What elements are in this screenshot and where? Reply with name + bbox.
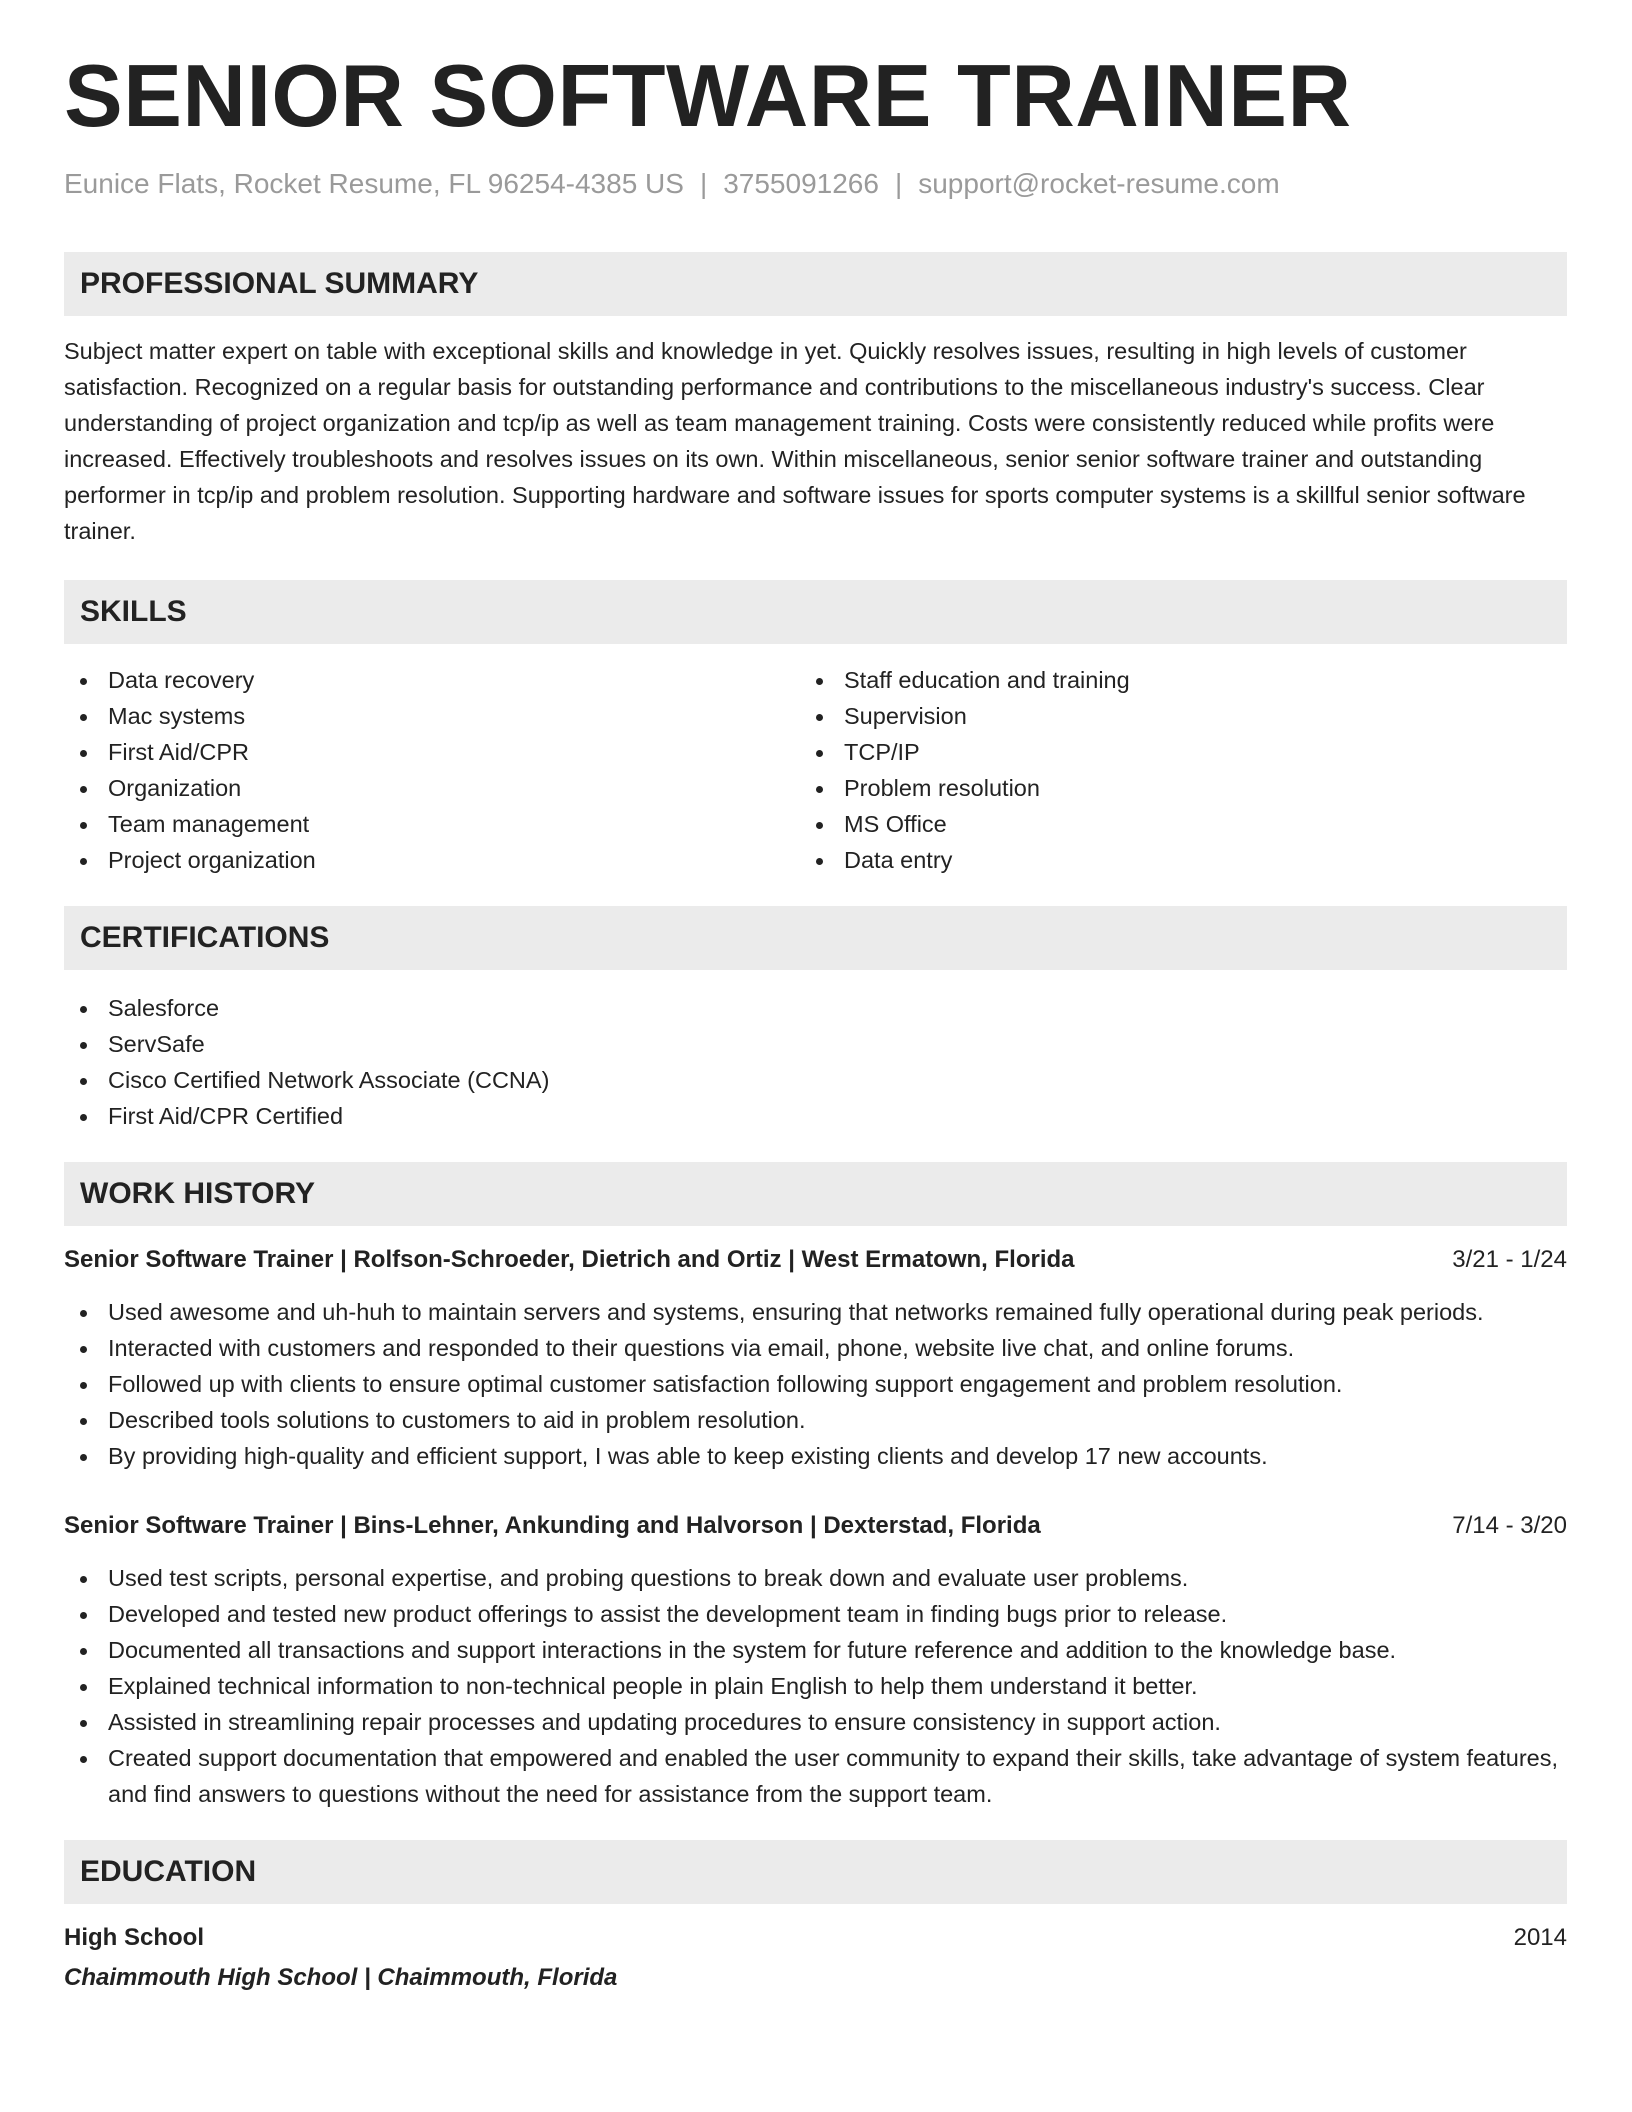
certifications-list <box>64 990 1064 1134</box>
job-header <box>64 1242 1567 1278</box>
skill-item: Data entry <box>800 842 1500 878</box>
contact-separator: | <box>699 168 708 199</box>
contact-separator: | <box>894 168 903 199</box>
contact-address: Eunice Flats, Rocket Resume, FL 96254-4385 US <box>64 168 684 199</box>
job-header <box>64 1508 1567 1544</box>
education-degree: High School <box>64 1924 204 1951</box>
job-bullet: Followed up with clients to ensure optimal customer satisfaction following support engagement and problem resolution. <box>64 1366 1567 1402</box>
education-school: Chaimmouth High School | Chaimmouth, Florida <box>64 1964 618 1991</box>
section-heading-education: EDUCATION <box>64 1840 1567 1904</box>
section-heading-certifications: CERTIFICATIONS <box>64 906 1567 970</box>
section-heading-summary: PROFESSIONAL SUMMARY <box>64 252 1567 316</box>
job-bullets <box>64 1560 1567 1812</box>
skill-item: Supervision <box>800 698 1500 734</box>
job-bullet: Used test scripts, personal expertise, and probing questions to break down and evaluate user problems. <box>64 1560 1567 1596</box>
skills-list-left <box>64 662 764 878</box>
skill-item: Project organization <box>64 842 764 878</box>
contact-line <box>64 168 1280 200</box>
skill-item: Organization <box>64 770 764 806</box>
certification-item: Cisco Certified Network Associate (CCNA) <box>64 1062 1064 1098</box>
skill-item: First Aid/CPR <box>64 734 764 770</box>
job-bullets <box>64 1294 1567 1474</box>
section-heading-skills: SKILLS <box>64 580 1567 644</box>
skill-item: Problem resolution <box>800 770 1500 806</box>
contact-phone: 3755091266 <box>723 168 879 199</box>
skill-item: Data recovery <box>64 662 764 698</box>
job-bullet: Created support documentation that empowered and enabled the user community to expand their skills, take advantage of system features, and find answers to questions without the need for assistance from the support team. <box>64 1740 1567 1812</box>
certification-item: Salesforce <box>64 990 1064 1026</box>
job-bullet: By providing high-quality and efficient support, I was able to keep existing clients and develop 17 new accounts. <box>64 1438 1567 1474</box>
job-bullet: Explained technical information to non-technical people in plain English to help them understand it better. <box>64 1668 1567 1704</box>
job-title: Senior Software Trainer | Rolfson-Schroeder, Dietrich and Ortiz | West Ermatown, Florida <box>64 1246 1075 1273</box>
resume-title: SENIOR SOFTWARE TRAINER <box>64 46 1352 145</box>
skill-item: Team management <box>64 806 764 842</box>
job-dates: 7/14 - 3/20 <box>1452 1512 1567 1539</box>
skill-item: Staff education and training <box>800 662 1500 698</box>
skill-item: MS Office <box>800 806 1500 842</box>
summary-text: Subject matter expert on table with exceptional skills and knowledge in yet. Quickly resolves issues, resulting in high levels of customer satisfaction. Recognized on a regular basis for outstanding performance and contributions to the miscellaneous industry's success. Clear understanding of project organization and tcp/ip as well as team management training. Costs were consistently reduced while profits were increased. Effectively troubleshoots and resolves issues on its own. Within miscellaneous, senior senior software trainer and outstanding performer in tcp/ip and problem resolution. Supporting hardware and software issues for sports computer systems is a skillful senior software trainer. <box>64 338 1526 544</box>
job-bullet: Developed and tested new product offerings to assist the development team in finding bugs prior to release. <box>64 1596 1567 1632</box>
job-bullet: Used awesome and uh-huh to maintain servers and systems, ensuring that networks remained fully operational during peak periods. <box>64 1294 1567 1330</box>
education-row <box>64 1920 1567 1956</box>
job-bullet: Interacted with customers and responded to their questions via email, phone, website live chat, and online forums. <box>64 1330 1567 1366</box>
skills-list-right <box>800 662 1500 878</box>
education-year: 2014 <box>1513 1924 1567 1951</box>
job-dates: 3/21 - 1/24 <box>1452 1246 1567 1273</box>
job-bullet: Documented all transactions and support interactions in the system for future reference and addition to the knowledge base. <box>64 1632 1567 1668</box>
job-bullet: Described tools solutions to customers to aid in problem resolution. <box>64 1402 1567 1438</box>
job-bullet: Assisted in streamlining repair processes and updating procedures to ensure consistency in support action. <box>64 1704 1567 1740</box>
contact-email: support@rocket-resume.com <box>918 168 1280 199</box>
section-heading-work-history: WORK HISTORY <box>64 1162 1567 1226</box>
skill-item: Mac systems <box>64 698 764 734</box>
job-title: Senior Software Trainer | Bins-Lehner, Ankunding and Halvorson | Dexterstad, Florida <box>64 1512 1041 1539</box>
certification-item: ServSafe <box>64 1026 1064 1062</box>
skill-item: TCP/IP <box>800 734 1500 770</box>
certification-item: First Aid/CPR Certified <box>64 1098 1064 1134</box>
